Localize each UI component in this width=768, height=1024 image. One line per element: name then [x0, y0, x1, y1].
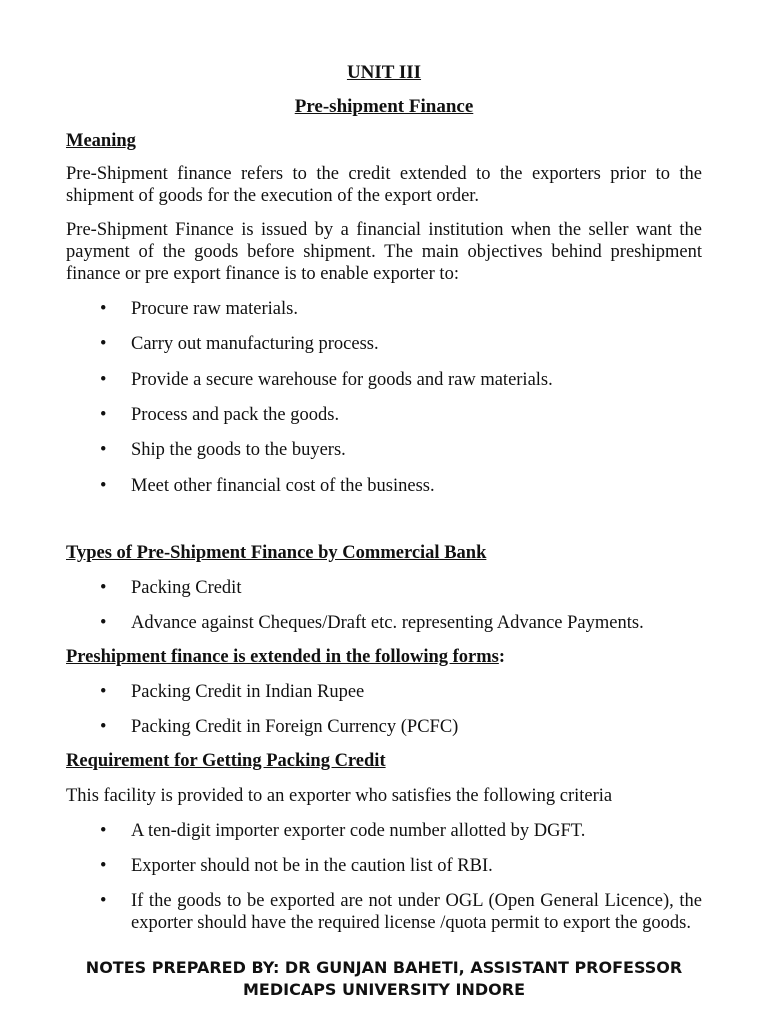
forms-heading-block: [66, 646, 505, 668]
types-heading: Types of Pre-Shipment Finance by Commercial Bank: [66, 543, 487, 563]
list-item-text: Process and pack the goods.: [131, 405, 340, 425]
bullet-icon: •: [100, 370, 107, 390]
bullet-icon: •: [100, 440, 107, 460]
bullet-icon: •: [100, 405, 107, 425]
document-title: Pre-shipment Finance: [294, 96, 474, 117]
forms-heading-colon: :: [498, 647, 506, 667]
bullet-icon: •: [100, 682, 107, 702]
list-item-text: Packing Credit in Foreign Currency (PCFC): [131, 717, 459, 737]
bullet-icon: •: [100, 891, 107, 911]
requirement-heading: Requirement for Getting Packing Credit: [66, 751, 386, 771]
list-item-text: Packing Credit in Indian Rupee: [131, 682, 365, 702]
bullet-icon: •: [100, 856, 107, 876]
footer-author-line: NOTES PREPARED BY: DR GUNJAN BAHETI, ASSISTANT PROFESSOR: [85, 958, 683, 977]
list-item-text: Packing Credit: [131, 578, 242, 598]
list-item-text: Procure raw materials.: [131, 299, 298, 319]
meaning-heading: Meaning: [66, 131, 136, 151]
list-item-text: Ship the goods to the buyers.: [131, 440, 346, 460]
bullet-icon: •: [100, 613, 107, 633]
unit-title: UNIT III: [346, 62, 422, 83]
bullet-icon: •: [100, 821, 107, 841]
list-item-text: Meet other financial cost of the business.: [131, 476, 435, 496]
footer-institution-line: MEDICAPS UNIVERSITY INDORE: [242, 980, 526, 999]
requirement-intro: This facility is provided to an exporter who satisfies the following criteria: [66, 786, 613, 806]
list-item-text: Provide a secure warehouse for goods and raw materials.: [131, 370, 553, 390]
bullet-icon: •: [100, 476, 107, 496]
forms-heading: Preshipment finance is extended in the following forms: [66, 647, 499, 667]
meaning-paragraph-1: Pre-Shipment finance refers to the credit extended to the exporters prior to the shipment of goods for the execution of the export order.: [66, 164, 702, 206]
list-item-text: A ten-digit importer exporter code number allotted by DGFT.: [131, 821, 586, 841]
bullet-icon: •: [100, 299, 107, 319]
bullet-icon: •: [100, 334, 107, 354]
bullet-icon: •: [100, 578, 107, 598]
list-item-text: Advance against Cheques/Draft etc. representing Advance Payments.: [131, 613, 644, 633]
meaning-paragraph-2: Pre-Shipment Finance is issued by a financial institution when the seller want the payment of the goods before shipment. The main objectives behind preshipment finance or pre export finance is to enable exporter to:: [66, 220, 702, 284]
list-item-text: Exporter should not be in the caution list of RBI.: [131, 856, 493, 876]
list-item-text: If the goods to be exported are not under OGL (Open General Licence), the exporter should have the required license /quota permit to export the goods.: [131, 891, 702, 933]
list-item-text: Carry out manufacturing process.: [131, 334, 379, 354]
bullet-icon: •: [100, 717, 107, 737]
